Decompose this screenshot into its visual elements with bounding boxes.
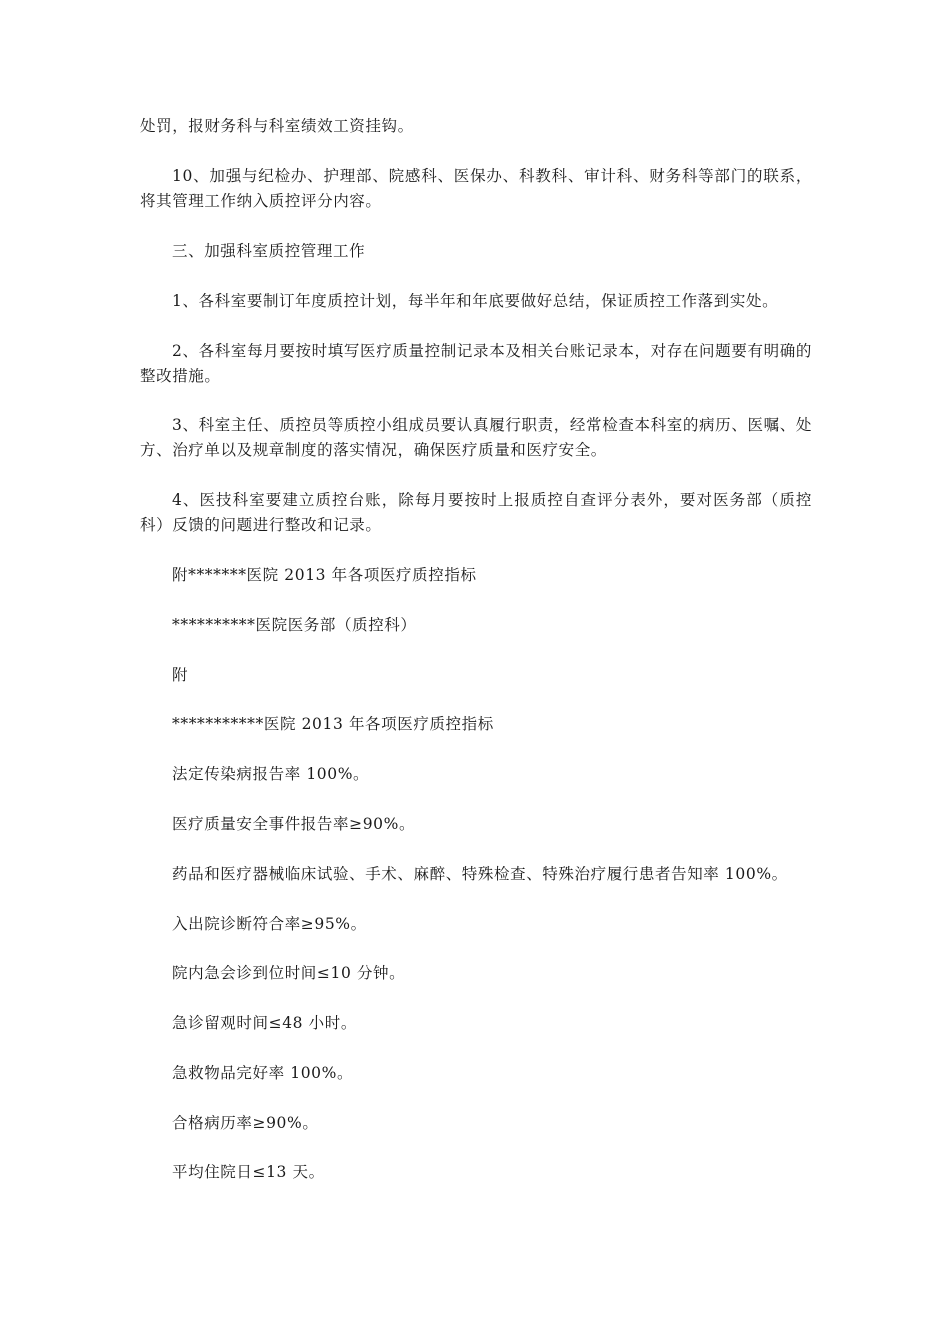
paragraph-item-1: 1、各科室要制订年度质控计划，每半年和年底要做好总结，保证质控工作落到实处。 <box>172 292 779 310</box>
indicator-item: 平均住院日≤13 天。 <box>172 1163 325 1181</box>
indicator-item: 急救物品完好率 100%。 <box>172 1064 354 1082</box>
paragraph-item-10: 10、加强与纪检办、护理部、院感科、医保办、科教科、审计科、财务科等部门的联系，将其管理工作纳入质控评分内容。 <box>140 167 812 210</box>
indicator-item: 急诊留观时间≤48 小时。 <box>172 1014 357 1032</box>
indicator-item: 合格病历率≥90%。 <box>172 1114 319 1132</box>
indicator-item: 入出院诊断符合率≥95%。 <box>172 915 367 933</box>
attachment-reference: 附*******医院 2013 年各项医疗质控指标 <box>172 566 477 584</box>
section-heading-3: 三、加强科室质控管理工作 <box>172 242 366 260</box>
paragraph-continuation: 处罚，报财务科与科室绩效工资挂钩。 <box>140 117 414 135</box>
indicator-item: 院内急会诊到位时间≤10 分钟。 <box>172 964 406 982</box>
attachment-label: 附 <box>172 666 189 684</box>
paragraph-item-2: 2、各科室每月要按时填写医疗质量控制记录本及相关台账记录本，对存在问题要有明确的整改措施。 <box>140 342 812 385</box>
signature-department: **********医院医务部（质控科） <box>172 616 417 634</box>
indicator-item: 法定传染病报告率 100%。 <box>172 765 370 783</box>
paragraph-item-3: 3、科室主任、质控员等质控小组成员要认真履行职责，经常检查本科室的病历、医嘱、处方、治疗单以及规章制度的落实情况，确保医疗质量和医疗安全。 <box>140 416 812 459</box>
attachment-title: ***********医院 2013 年各项医疗质控指标 <box>172 715 494 733</box>
indicator-item: 医疗质量安全事件报告率≥90%。 <box>172 815 416 833</box>
indicator-item: 药品和医疗器械临床试验、手术、麻醉、特殊检查、特殊治疗履行患者告知率 100%。 <box>172 865 788 883</box>
paragraph-item-4: 4、医技科室要建立质控台账，除每月要按时上报质控自查评分表外，要对医务部（质控科）反馈的问题进行整改和记录。 <box>140 491 812 534</box>
